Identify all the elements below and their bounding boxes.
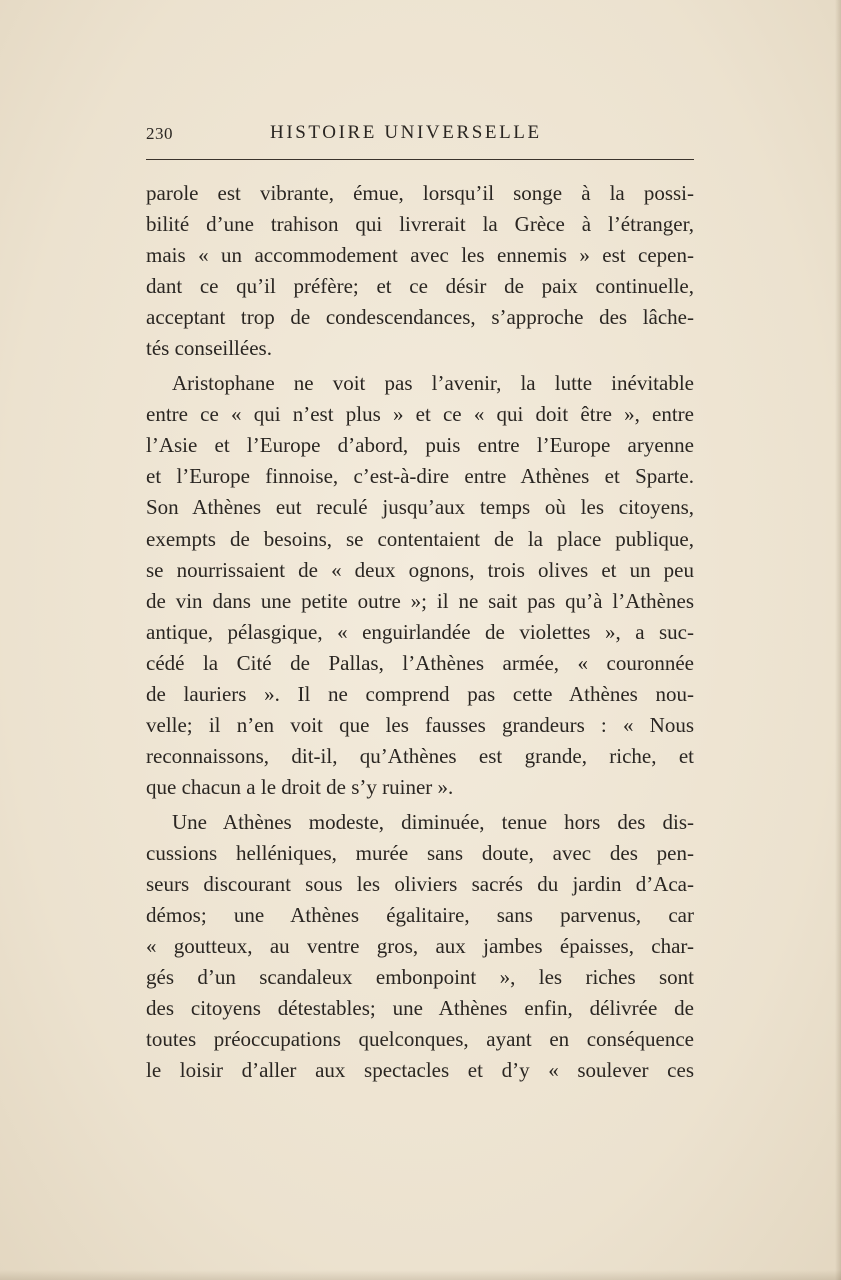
text-line: dant ce qu’il préfère; et ce désir de paix continuelle,	[146, 274, 694, 299]
text-line: Son Athènes eut reculé jusqu’aux temps où les citoyens,	[146, 495, 694, 520]
text-line: Une Athènes modeste, diminuée, tenue hors des dis-	[172, 809, 694, 834]
text-line: exempts de besoins, se contentaient de la place publique,	[146, 526, 694, 551]
page-bottom-shadow	[0, 1270, 841, 1280]
text-line: Aristophane ne voit pas l’avenir, la lutte inévitable	[172, 371, 694, 396]
paragraph-1	[146, 178, 694, 364]
text-line: des citoyens détestables; une Athènes enfin, délivrée de	[146, 996, 694, 1021]
text-line: cédé la Cité de Pallas, l’Athènes armée, « couronnée	[146, 650, 694, 675]
paragraph-3	[146, 807, 694, 1086]
body-text	[146, 178, 694, 1086]
page-number: 230	[146, 124, 173, 143]
text-line: reconnaissons, dit-il, qu’Athènes est grande, riche, et	[146, 743, 694, 768]
text-line: mais « un accommodement avec les ennemis » est cepen-	[146, 243, 694, 268]
text-line: antique, pélasgique, « enguirlandée de violettes », a suc-	[146, 619, 694, 644]
header-rule	[146, 159, 694, 160]
text-line: velle; il n’en voit que les fausses grandeurs : « Nous	[146, 712, 694, 737]
text-line: et l’Europe finnoise, c’est-à-dire entre Athènes et Sparte.	[146, 464, 694, 489]
text-line: l’Asie et l’Europe d’abord, puis entre l’Europe aryenne	[146, 433, 694, 458]
text-line: parole est vibrante, émue, lorsqu’il songe à la possi-	[146, 181, 694, 205]
running-title: HISTOIRE UNIVERSELLE	[270, 122, 542, 143]
text-line: gés d’un scandaleux embonpoint », les riches sont	[146, 965, 694, 990]
text-line: que chacun a le droit de s’y ruiner ».	[146, 774, 454, 799]
text-line: le loisir d’aller aux spectacles et d’y « soulever ces	[146, 1058, 694, 1083]
page-edge-shadow	[835, 0, 841, 1280]
paragraph-2	[146, 368, 694, 803]
text-line: entre ce « qui n’est plus » et ce « qui doit être », entre	[146, 402, 694, 427]
text-line: bilité d’une trahison qui livrerait la Grèce à l’étranger,	[146, 212, 694, 237]
text-line: « goutteux, au ventre gros, aux jambes épaisses, char-	[146, 934, 694, 959]
text-line: tés conseillées.	[146, 336, 272, 361]
text-line: démos; une Athènes égalitaire, sans parvenus, car	[146, 903, 694, 928]
text-line: cussions helléniques, murée sans doute, avec des pen-	[146, 840, 694, 865]
text-line: de vin dans une petite outre »; il ne sait pas qu’à l’Athènes	[146, 588, 694, 613]
running-head	[146, 122, 694, 148]
text-line: de lauriers ». Il ne comprend pas cette Athènes nou-	[146, 681, 694, 706]
text-line: se nourrissaient de « deux ognons, trois olives et un peu	[146, 557, 694, 582]
text-line: toutes préoccupations quelconques, ayant en conséquence	[146, 1027, 694, 1052]
text-line: seurs discourant sous les oliviers sacrés du jardin d’Aca-	[146, 872, 694, 897]
text-line: acceptant trop de condescendances, s’approche des lâche-	[146, 305, 694, 330]
